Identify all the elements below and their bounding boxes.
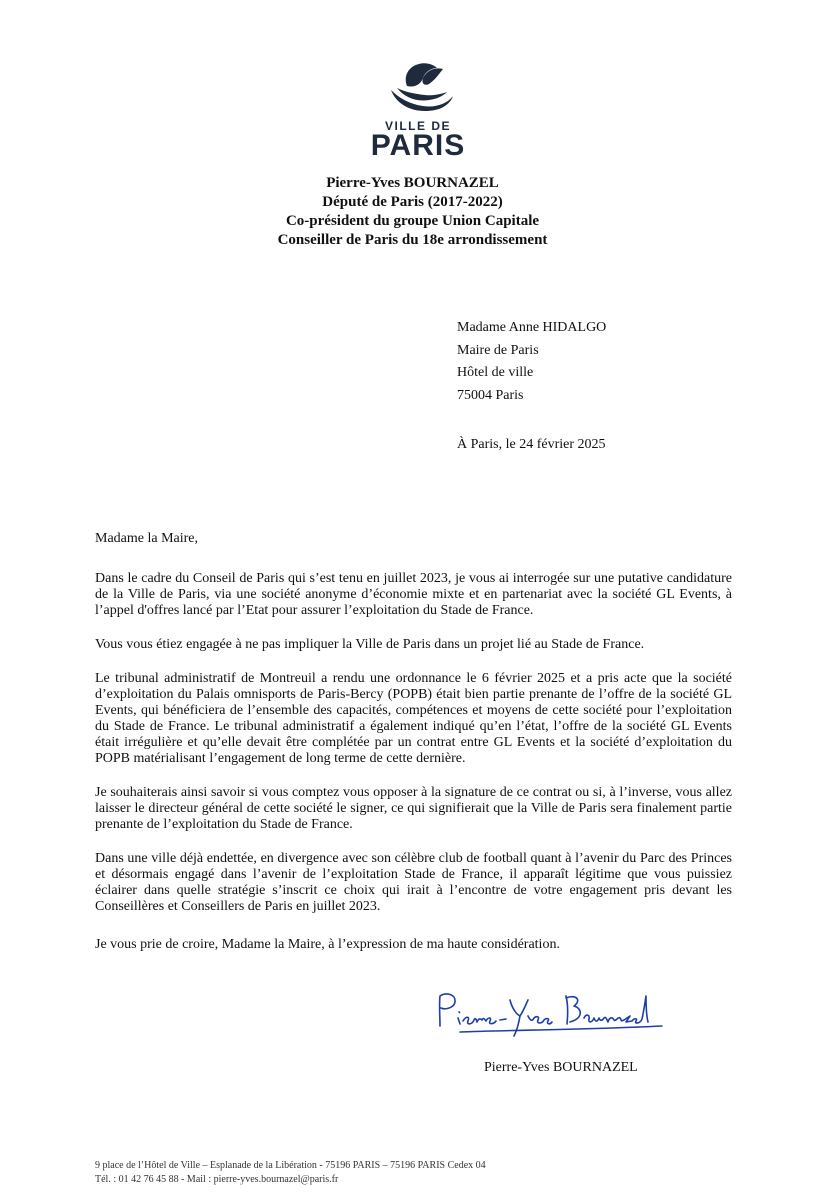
sender-name: Pierre-Yves BOURNAZEL	[326, 175, 499, 191]
salutation: Madame la Maire,	[95, 531, 199, 546]
recipient-place: Hôtel de ville	[457, 365, 534, 380]
paragraph: Dans une ville déjà endettée, en divergence avec son célèbre club de football quant à l’avenir du Parc des Princes et désormais engagé dans l’avenir de l’exploitation Stade de France, il apparaît légitime que vous puissiez éclairer dans quelle stratégie s’inscrit ce choix qui irait à l’encontre de votre engagement pris devant les Conseillères et Conseillers de Paris en juillet 2023.	[95, 851, 732, 914]
recipient-city: 75004 Paris	[457, 387, 524, 403]
sender-role-3: Conseiller de Paris du 18e arrondissement	[277, 232, 548, 248]
handwritten-signature	[430, 988, 670, 1038]
logo-paris: PARIS	[370, 129, 466, 162]
recipient-name: Madame Anne HIDALGO	[457, 320, 607, 335]
paragraph: Vous vous étiez engagée à ne pas impliquer la Ville de Paris dans un projet lié au Stade de France.	[95, 637, 645, 652]
ship-icon	[363, 56, 473, 118]
recipient-block	[457, 317, 606, 407]
ville-de-paris-logo	[363, 56, 473, 164]
closing-formula: Je vous prie de croire, Madame la Maire, à l’expression de ma haute considération.	[95, 937, 560, 952]
footer-address: 9 place de l’Hôtel de Ville – Esplanade de la Libération - 75196 PARIS – 75196 PARIS Cedex 04	[95, 1160, 486, 1171]
footer	[95, 1159, 486, 1187]
letter-body	[95, 571, 732, 933]
sender-header	[0, 174, 825, 250]
signer-name: Pierre-Yves BOURNAZEL	[484, 1060, 638, 1075]
letter-date: À Paris, le 24 février 2025	[457, 437, 606, 452]
logo-ville-de: VILLE DE	[384, 119, 451, 133]
recipient-title: Maire de Paris	[457, 342, 539, 358]
paragraph: Le tribunal administratif de Montreuil a rendu une ordonnance le 6 février 2025 et a pris acte que la société d’exploitation du Palais omnisports de Paris-Bercy (POPB) était bien partie prenante de l’offre de la société GL Events, qui bénéficiera de l’ensemble des capacités, compétences et moyens de cette société pour l’exploitation du Stade de France. Le tribunal administratif a également indiqué qu’en l’état, l’offre de la société GL Events était irrégulière et qu’elle devait être complétée par un contrat entre GL Events et la société d’exploitation du POPB matérialisant l’engagement de long terme de cette dernière.	[95, 671, 732, 766]
paragraph: Dans le cadre du Conseil de Paris qui s’est tenu en juillet 2023, je vous ai interrogée sur une putative candidature de la Ville de Paris, via une société anonyme d’économie mixte et en partenariat avec la société GL Events, à l’appel d'offres lancé par l’Etat pour assurer l’exploitation du Stade de France.	[95, 571, 732, 618]
sender-role-1: Député de Paris (2017-2022)	[322, 194, 503, 210]
footer-contact: Tél. : 01 42 76 45 88 - Mail : pierre-yves.bournazel@paris.fr	[95, 1174, 339, 1185]
paragraph: Je souhaiterais ainsi savoir si vous comptez vous opposer à la signature de ce contrat ou si, à l’inverse, vous allez laisser le directeur général de cette société le signer, ce qui signifierait que la Ville de Paris sera finalement partie prenante de l’exploitation du Stade de France.	[95, 785, 732, 832]
sender-role-2: Co-président du groupe Union Capitale	[285, 213, 540, 229]
